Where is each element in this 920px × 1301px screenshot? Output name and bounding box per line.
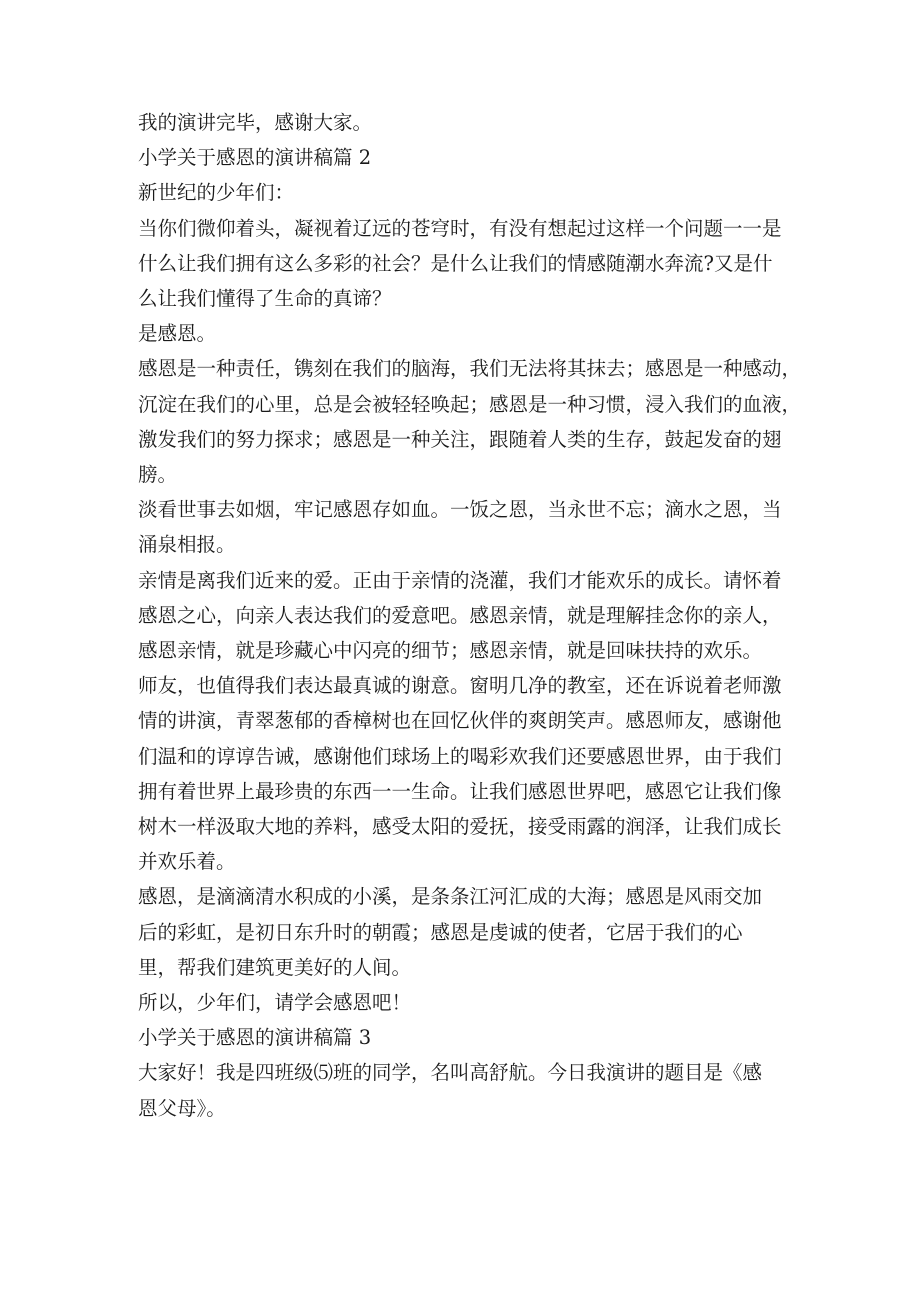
text-line: 什么让我们拥有这么多彩的社会？是什么让我们的情感随潮水奔流?又是什: [138, 251, 773, 275]
text-line: 情的讲演，青翠葱郁的香樟树也在回忆伙伴的爽朗笑声。感恩师友，感谢他: [138, 709, 782, 733]
text-line: 激发我们的努力探求；感恩是一种关注，跟随着人类的生存，鼓起发奋的翅: [138, 427, 782, 451]
text-line: 感恩之心，向亲人表达我们的爱意吧。感恩亲情，就是理解挂念你的亲人，: [138, 603, 782, 627]
text-line: 后的彩虹，是初日东升时的朝霞；感恩是虔诚的使者，它居于我们的心: [138, 920, 743, 944]
document-body: [138, 105, 802, 1126]
text-line: 们温和的谆谆告诫，感谢他们球场上的喝彩欢我们还要感恩世界，由于我们: [138, 744, 782, 768]
text-line: 涌泉相报。: [138, 533, 236, 557]
text-line: 沉淀在我们的心里，总是会被轻轻唤起；感恩是一种习惯，浸入我们的血液，: [138, 392, 802, 416]
text-line: 恩父母》。: [138, 1096, 226, 1120]
text-line: 大家好！我是四班级⑸班的同学，名叫高舒航。今日我演讲的题目是《感: [138, 1061, 763, 1085]
text-line: 师友，也值得我们表达最真诚的谢意。窗明几净的教室，还在诉说着老师激: [138, 674, 782, 698]
text-line: 所以，少年们，请学会感恩吧！: [138, 991, 412, 1015]
text-line: 膀。: [138, 463, 178, 487]
text-line: 是感恩。: [138, 322, 217, 346]
text-line: 淡看世事去如烟，牢记感恩存如血。一饭之恩，当永世不忘；滴水之恩，当: [138, 498, 782, 522]
text-line: 树木一样汲取大地的养料，感受太阳的爱抚，接受雨露的润泽，让我们成长: [138, 815, 782, 839]
text-line: 感恩是一种责任，镌刻在我们的脑海，我们无法将其抹去；感恩是一种感动，: [138, 357, 802, 381]
salutation-line: 新世纪的少年们：: [138, 181, 295, 205]
text-line: 拥有着世界上最珍贵的东西一一生命。让我们感恩世界吧，感恩它让我们像: [138, 779, 782, 803]
text-line: 么让我们懂得了生命的真谛？: [138, 287, 392, 311]
text-line: 感恩亲情，就是珍藏心中闪亮的细节；感恩亲情，就是回味扶持的欢乐。: [138, 639, 763, 663]
text-line: 亲情是离我们近来的爱。正由于亲情的浇灌，我们才能欢乐的成长。请怀着: [138, 568, 782, 592]
text-line: 当你们微仰着头，凝视着辽远的苍穹时，有没有想起过这样一个问题一一是: [138, 216, 782, 240]
text-line: 感恩，是滴滴清水积成的小溪，是条条江河汇成的大海；感恩是风雨交加: [138, 885, 763, 909]
section-heading-3: 小学关于感恩的演讲稿篇 3: [138, 1026, 372, 1050]
closing-line: 我的演讲完毕，感谢大家。: [138, 111, 373, 134]
section-heading-2: 小学关于感恩的演讲稿篇 2: [138, 146, 372, 170]
text-line: 并欢乐着。: [138, 850, 236, 874]
text-line: 里，帮我们建筑更美好的人间。: [138, 955, 412, 979]
